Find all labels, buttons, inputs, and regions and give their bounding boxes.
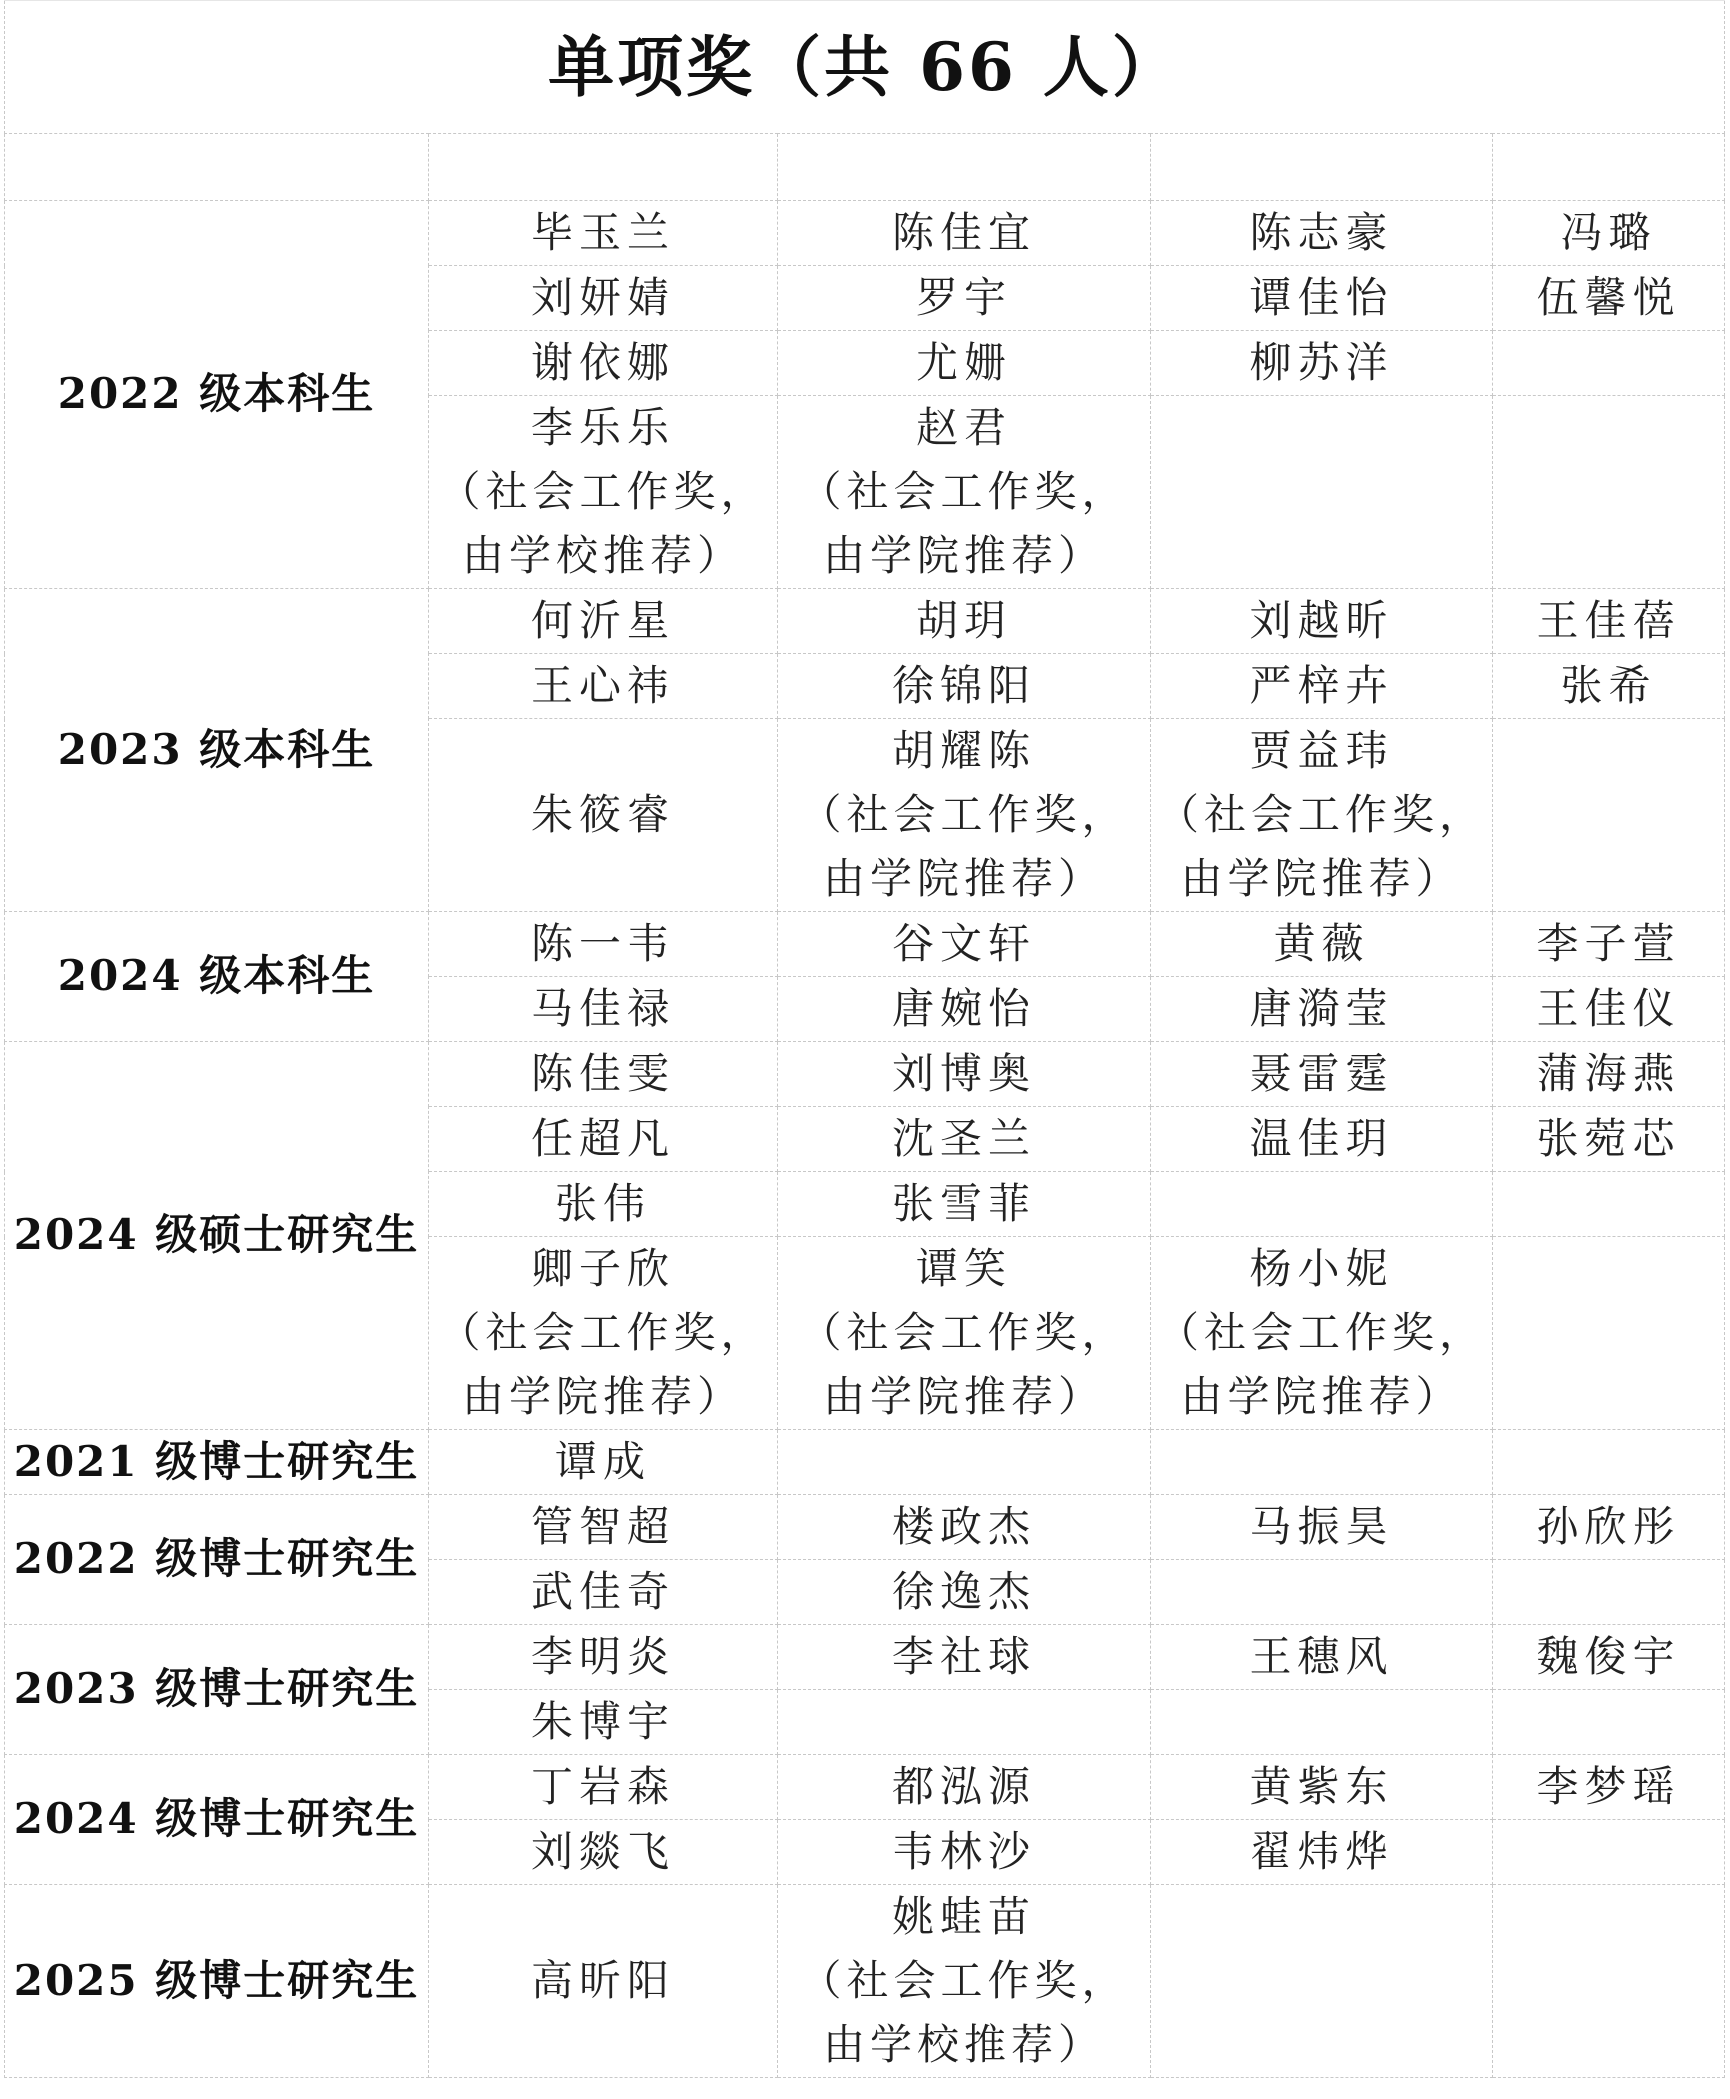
award-note-line2: 由学院推荐） (1180, 854, 1463, 903)
name-cell-with-note (778, 1237, 1151, 1430)
award-list-sheet (4, 0, 1728, 2078)
name-cell: 张雪菲 (778, 1172, 1151, 1237)
name-cell: 黄紫东 (1151, 1755, 1493, 1820)
name-cell: 柳苏洋 (1151, 331, 1493, 396)
name-cell (1493, 719, 1725, 912)
name-cell: 李明炎 (429, 1625, 778, 1690)
name-text: 姚蛙苗 (891, 1892, 1036, 1941)
name-cell (1151, 1690, 1493, 1755)
award-note-line2: 由学院推荐） (461, 1372, 744, 1421)
award-note-line1: （社会工作奖， (1156, 790, 1486, 839)
name-cell: 楼政杰 (778, 1495, 1151, 1560)
name-cell (1151, 1430, 1493, 1495)
name-cell: 黄薇 (1151, 912, 1493, 977)
table-row (5, 1495, 1725, 1560)
name-cell (1151, 1560, 1493, 1625)
award-note-line2: 由学校推荐） (461, 531, 744, 580)
name-cell: 魏俊宇 (1493, 1625, 1725, 1690)
name-cell: 王心祎 (429, 654, 778, 719)
name-cell: 谭成 (429, 1430, 778, 1495)
name-cell: 刘越昕 (1151, 589, 1493, 654)
spacer-row (5, 134, 1725, 201)
name-cell (1151, 396, 1493, 589)
name-cell: 唐婉怡 (778, 977, 1151, 1042)
name-cell: 伍馨悦 (1493, 266, 1725, 331)
name-cell: 李梦瑶 (1493, 1755, 1725, 1820)
name-cell: 冯璐 (1493, 201, 1725, 266)
name-cell: 刘燚飞 (429, 1820, 778, 1885)
name-cell: 王佳仪 (1493, 977, 1725, 1042)
name-cell: 陈一韦 (429, 912, 778, 977)
name-cell (1493, 1820, 1725, 1885)
empty-cell (1493, 134, 1725, 201)
name-cell: 张菀芯 (1493, 1107, 1725, 1172)
name-cell: 谷文轩 (778, 912, 1151, 977)
table-row (5, 1755, 1725, 1820)
group-label: 2024 级硕士研究生 (5, 1042, 429, 1430)
name-cell: 孙欣彤 (1493, 1495, 1725, 1560)
name-cell: 丁岩森 (429, 1755, 778, 1820)
name-cell (1493, 1885, 1725, 2078)
award-table (4, 0, 1725, 2078)
empty-cell (1151, 134, 1493, 201)
name-cell: 何沂星 (429, 589, 778, 654)
name-text: 赵君 (915, 403, 1012, 452)
name-cell (1493, 1690, 1725, 1755)
name-cell: 刘博奥 (778, 1042, 1151, 1107)
name-cell: 武佳奇 (429, 1560, 778, 1625)
name-cell: 张希 (1493, 654, 1725, 719)
name-cell (1151, 1172, 1493, 1237)
name-cell: 马振昊 (1151, 1495, 1493, 1560)
name-cell: 都泓源 (778, 1755, 1151, 1820)
table-row (5, 1042, 1725, 1107)
name-cell: 温佳玥 (1151, 1107, 1493, 1172)
page-title: 单项奖（共 66 人） (5, 1, 1725, 134)
name-cell: 刘妍婧 (429, 266, 778, 331)
award-note-line2: 由学院推荐） (822, 1372, 1105, 1421)
name-cell: 韦林沙 (778, 1820, 1151, 1885)
name-cell: 谭佳怡 (1151, 266, 1493, 331)
name-cell: 蒲海燕 (1493, 1042, 1725, 1107)
name-text: 贾益玮 (1249, 726, 1394, 775)
name-cell: 陈佳雯 (429, 1042, 778, 1107)
name-cell: 王佳蓓 (1493, 589, 1725, 654)
name-cell: 李社球 (778, 1625, 1151, 1690)
empty-cell (429, 134, 778, 201)
name-cell: 徐逸杰 (778, 1560, 1151, 1625)
name-cell: 聂雷霆 (1151, 1042, 1493, 1107)
empty-cell (5, 134, 429, 201)
table-row (5, 1885, 1725, 2078)
group-label: 2021 级博士研究生 (5, 1430, 429, 1495)
name-cell: 沈圣兰 (778, 1107, 1151, 1172)
name-text: 卿子欣 (530, 1244, 675, 1293)
name-cell: 唐漪莹 (1151, 977, 1493, 1042)
award-note-line1: （社会工作奖， (799, 1956, 1129, 2005)
table-row (5, 912, 1725, 977)
name-cell: 谢依娜 (429, 331, 778, 396)
name-cell-with-note (429, 396, 778, 589)
name-cell-with-note (429, 1237, 778, 1430)
name-cell-with-note (778, 719, 1151, 912)
name-cell (778, 1690, 1151, 1755)
group-label: 2022 级博士研究生 (5, 1495, 429, 1625)
group-label: 2025 级博士研究生 (5, 1885, 429, 2078)
name-text: 李乐乐 (530, 403, 675, 452)
name-cell: 陈志豪 (1151, 201, 1493, 266)
name-cell: 张伟 (429, 1172, 778, 1237)
name-text: 谭笑 (915, 1244, 1012, 1293)
name-cell: 马佳禄 (429, 977, 778, 1042)
name-cell: 朱筱睿 (429, 719, 778, 912)
award-note-line1: （社会工作奖， (1156, 1308, 1486, 1357)
name-cell (1151, 1885, 1493, 2078)
name-cell (1493, 1560, 1725, 1625)
group-label: 2024 级博士研究生 (5, 1755, 429, 1885)
group-label: 2024 级本科生 (5, 912, 429, 1042)
award-note-line1: （社会工作奖， (799, 467, 1129, 516)
name-cell: 李子萱 (1493, 912, 1725, 977)
empty-cell (778, 134, 1151, 201)
award-note-line2: 由学院推荐） (822, 531, 1105, 580)
table-row (5, 1430, 1725, 1495)
title-row (5, 1, 1725, 134)
name-cell: 翟炜烨 (1151, 1820, 1493, 1885)
name-cell (1493, 1430, 1725, 1495)
name-cell: 任超凡 (429, 1107, 778, 1172)
table-row (5, 589, 1725, 654)
name-cell (778, 1430, 1151, 1495)
name-cell: 王穗风 (1151, 1625, 1493, 1690)
group-label: 2022 级本科生 (5, 201, 429, 589)
name-cell (1493, 1172, 1725, 1237)
award-note-line1: （社会工作奖， (438, 467, 768, 516)
name-text: 杨小妮 (1249, 1244, 1394, 1293)
table-row (5, 201, 1725, 266)
name-cell: 高昕阳 (429, 1885, 778, 2078)
name-cell-with-note (1151, 719, 1493, 912)
group-label: 2023 级博士研究生 (5, 1625, 429, 1755)
name-text: 胡耀陈 (891, 726, 1036, 775)
name-cell-with-note (778, 396, 1151, 589)
name-cell: 严梓卉 (1151, 654, 1493, 719)
award-note-line2: 由学院推荐） (1180, 1372, 1463, 1421)
name-cell: 尤姗 (778, 331, 1151, 396)
award-note-line1: （社会工作奖， (438, 1308, 768, 1357)
name-cell (1493, 396, 1725, 589)
name-cell (1493, 331, 1725, 396)
table-row (5, 1625, 1725, 1690)
name-cell (1493, 1237, 1725, 1430)
group-label: 2023 级本科生 (5, 589, 429, 912)
award-note-line1: （社会工作奖， (799, 1308, 1129, 1357)
name-cell: 徐锦阳 (778, 654, 1151, 719)
name-cell-with-note (1151, 1237, 1493, 1430)
name-cell: 管智超 (429, 1495, 778, 1560)
award-note-line2: 由学校推荐） (822, 2020, 1105, 2069)
name-cell: 胡玥 (778, 589, 1151, 654)
name-cell-with-note (778, 1885, 1151, 2078)
name-cell: 朱博宇 (429, 1690, 778, 1755)
name-cell: 罗宇 (778, 266, 1151, 331)
award-note-line1: （社会工作奖， (799, 790, 1129, 839)
award-note-line2: 由学院推荐） (822, 854, 1105, 903)
name-cell: 毕玉兰 (429, 201, 778, 266)
name-cell: 陈佳宜 (778, 201, 1151, 266)
